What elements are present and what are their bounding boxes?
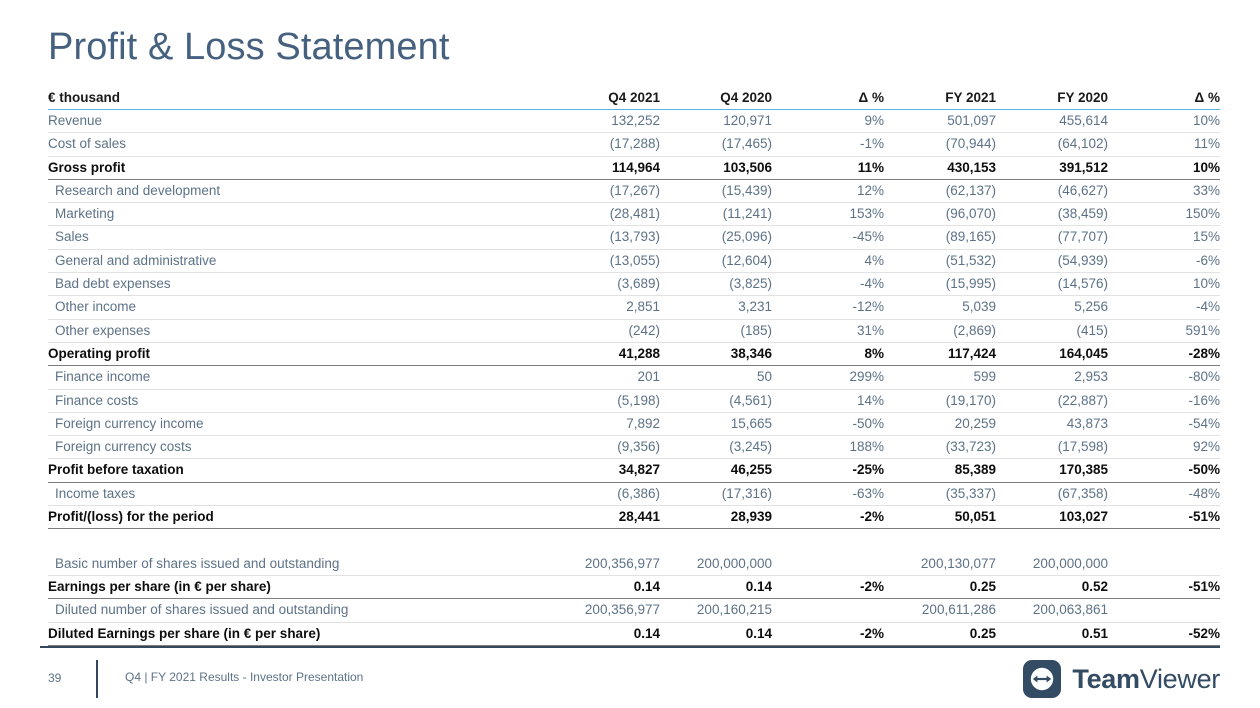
table-row [48, 179, 1220, 202]
table-row [48, 342, 1220, 365]
row-value: 200,356,977 [548, 553, 660, 576]
row-value: (70,944) [884, 133, 996, 156]
row-label: Marketing [48, 203, 548, 226]
row-value: 455,614 [996, 110, 1108, 133]
row-value: 103,506 [660, 156, 772, 179]
footer-caption: Q4 | FY 2021 Results - Investor Presentation [125, 670, 364, 684]
row-value: 46,255 [660, 459, 772, 482]
footer [40, 652, 1220, 708]
row-value: 15,665 [660, 412, 772, 435]
row-label: Other expenses [48, 319, 548, 342]
row-value: 117,424 [884, 342, 996, 365]
row-label [48, 529, 548, 553]
row-value: (15,995) [884, 273, 996, 296]
row-value: (3,825) [660, 273, 772, 296]
row-value: 200,130,077 [884, 553, 996, 576]
row-label: Finance income [48, 366, 548, 389]
row-value: -4% [772, 273, 884, 296]
row-value: 200,356,977 [548, 599, 660, 622]
row-value: (5,198) [548, 389, 660, 412]
row-value: -50% [1108, 459, 1220, 482]
footer-vertical-divider [96, 660, 98, 698]
row-value: 0.14 [660, 576, 772, 599]
row-label: Diluted number of shares issued and outstanding [48, 599, 548, 622]
row-label: Income taxes [48, 482, 548, 505]
row-value: 10% [1108, 156, 1220, 179]
row-value [1108, 599, 1220, 622]
row-value: 12% [772, 179, 884, 202]
row-value: 0.25 [884, 622, 996, 645]
row-value: -63% [772, 482, 884, 505]
page-number: 39 [48, 671, 62, 685]
row-value: 43,873 [996, 412, 1108, 435]
table-row [48, 296, 1220, 319]
table-body [48, 110, 1220, 646]
row-value: (54,939) [996, 249, 1108, 272]
row-value: (22,887) [996, 389, 1108, 412]
row-label: Profit/(loss) for the period [48, 506, 548, 529]
row-value: 3,231 [660, 296, 772, 319]
column-header-delta-fy: Δ % [1108, 86, 1220, 110]
table-row [48, 576, 1220, 599]
row-value: 200,000,000 [660, 553, 772, 576]
row-value: 92% [1108, 436, 1220, 459]
row-value: 430,153 [884, 156, 996, 179]
row-value: 591% [1108, 319, 1220, 342]
row-value: (64,102) [996, 133, 1108, 156]
column-header-q4-2021: Q4 2021 [548, 86, 660, 110]
row-value: (3,689) [548, 273, 660, 296]
row-value: -51% [1108, 576, 1220, 599]
row-value: (3,245) [660, 436, 772, 459]
row-label: Bad debt expenses [48, 273, 548, 296]
table-row [48, 273, 1220, 296]
row-value: 0.52 [996, 576, 1108, 599]
row-value: (28,481) [548, 203, 660, 226]
row-value: 14% [772, 389, 884, 412]
row-value: 0.14 [548, 576, 660, 599]
row-value: (17,288) [548, 133, 660, 156]
row-value: -54% [1108, 412, 1220, 435]
table-row [48, 226, 1220, 249]
row-label: Sales [48, 226, 548, 249]
row-value [1108, 553, 1220, 576]
row-label: Research and development [48, 179, 548, 202]
row-value: 5,039 [884, 296, 996, 319]
table-header [48, 86, 1220, 110]
row-value: 34,827 [548, 459, 660, 482]
row-value: 8% [772, 342, 884, 365]
row-value: 38,346 [660, 342, 772, 365]
row-value: (89,165) [884, 226, 996, 249]
row-value: 164,045 [996, 342, 1108, 365]
logo-text-viewer: Viewer [1139, 663, 1220, 694]
row-value: 299% [772, 366, 884, 389]
row-value: 31% [772, 319, 884, 342]
table-row [48, 389, 1220, 412]
row-value: 200,160,215 [660, 599, 772, 622]
row-value: 20,259 [884, 412, 996, 435]
row-value: 5,256 [996, 296, 1108, 319]
row-value: 120,971 [660, 110, 772, 133]
row-value [772, 599, 884, 622]
row-label: Foreign currency income [48, 412, 548, 435]
row-value: -28% [1108, 342, 1220, 365]
row-value: (17,598) [996, 436, 1108, 459]
row-value: (15,439) [660, 179, 772, 202]
row-value: (38,459) [996, 203, 1108, 226]
row-value: (62,137) [884, 179, 996, 202]
row-value: -6% [1108, 249, 1220, 272]
row-label: Other income [48, 296, 548, 319]
row-value: -50% [772, 412, 884, 435]
row-value: 15% [1108, 226, 1220, 249]
row-value [660, 529, 772, 553]
row-value: -48% [1108, 482, 1220, 505]
logo-text-team: Team [1072, 663, 1140, 694]
row-value: (96,070) [884, 203, 996, 226]
row-value: (67,358) [996, 482, 1108, 505]
table-row [48, 366, 1220, 389]
row-label: Profit before taxation [48, 459, 548, 482]
row-value: 0.51 [996, 622, 1108, 645]
row-label: General and administrative [48, 249, 548, 272]
row-value: (46,627) [996, 179, 1108, 202]
row-value: 41,288 [548, 342, 660, 365]
column-header-delta-q4: Δ % [772, 86, 884, 110]
teamviewer-logo-icon [1023, 660, 1061, 698]
row-value: (51,532) [884, 249, 996, 272]
teamviewer-wordmark [1072, 664, 1220, 695]
table-row [48, 412, 1220, 435]
row-value: (9,356) [548, 436, 660, 459]
row-value: 11% [772, 156, 884, 179]
row-value: (4,561) [660, 389, 772, 412]
row-value [772, 553, 884, 576]
row-value: 50 [660, 366, 772, 389]
row-value: (13,793) [548, 226, 660, 249]
row-value [772, 529, 884, 553]
row-value: -2% [772, 506, 884, 529]
row-value: 0.14 [660, 622, 772, 645]
table-row [48, 203, 1220, 226]
row-value: 170,385 [996, 459, 1108, 482]
table-header-row [48, 86, 1220, 110]
table-row [48, 319, 1220, 342]
row-value: -2% [772, 576, 884, 599]
table-row [48, 459, 1220, 482]
row-value: 200,063,861 [996, 599, 1108, 622]
row-value: (12,604) [660, 249, 772, 272]
row-value: (242) [548, 319, 660, 342]
row-label: Foreign currency costs [48, 436, 548, 459]
row-value: (415) [996, 319, 1108, 342]
row-value: 200,000,000 [996, 553, 1108, 576]
row-value: 599 [884, 366, 996, 389]
row-value [548, 529, 660, 553]
footer-divider-rule [40, 646, 1220, 648]
row-value: 2,953 [996, 366, 1108, 389]
table-row [48, 436, 1220, 459]
row-value: (77,707) [996, 226, 1108, 249]
table-row [48, 506, 1220, 529]
row-value: -16% [1108, 389, 1220, 412]
row-value: -25% [772, 459, 884, 482]
row-value: 28,939 [660, 506, 772, 529]
row-value: -45% [772, 226, 884, 249]
row-value: 7,892 [548, 412, 660, 435]
row-value: 33% [1108, 179, 1220, 202]
row-value: 10% [1108, 110, 1220, 133]
row-value: 150% [1108, 203, 1220, 226]
row-value: (11,241) [660, 203, 772, 226]
row-value: (35,337) [884, 482, 996, 505]
row-value: (25,096) [660, 226, 772, 249]
teamviewer-logo [1023, 657, 1220, 701]
row-value: 0.14 [548, 622, 660, 645]
table-row [48, 156, 1220, 179]
row-value: 201 [548, 366, 660, 389]
row-value: 0.25 [884, 576, 996, 599]
row-value: 114,964 [548, 156, 660, 179]
table-row [48, 249, 1220, 272]
row-value: -80% [1108, 366, 1220, 389]
row-value: (17,316) [660, 482, 772, 505]
row-value: (14,576) [996, 273, 1108, 296]
row-value: -12% [772, 296, 884, 319]
column-header-fy-2020: FY 2020 [996, 86, 1108, 110]
row-value: (6,386) [548, 482, 660, 505]
row-value: 28,441 [548, 506, 660, 529]
table-row [48, 553, 1220, 576]
row-value: -51% [1108, 506, 1220, 529]
row-value: -4% [1108, 296, 1220, 319]
row-value [884, 529, 996, 553]
row-value: 9% [772, 110, 884, 133]
row-value: (19,170) [884, 389, 996, 412]
row-value: 2,851 [548, 296, 660, 319]
table-row [48, 110, 1220, 133]
row-label: Basic number of shares issued and outstanding [48, 553, 548, 576]
row-value: (17,465) [660, 133, 772, 156]
row-label: Cost of sales [48, 133, 548, 156]
table-row [48, 482, 1220, 505]
row-value: (13,055) [548, 249, 660, 272]
table-row [48, 599, 1220, 622]
row-label: Earnings per share (in € per share) [48, 576, 548, 599]
row-value: 103,027 [996, 506, 1108, 529]
row-label: Gross profit [48, 156, 548, 179]
row-value: 85,389 [884, 459, 996, 482]
row-value: 50,051 [884, 506, 996, 529]
column-header-q4-2020: Q4 2020 [660, 86, 772, 110]
row-value: 153% [772, 203, 884, 226]
row-value [996, 529, 1108, 553]
row-value: -1% [772, 133, 884, 156]
row-value: 391,512 [996, 156, 1108, 179]
row-value [1108, 529, 1220, 553]
column-header-fy-2021: FY 2021 [884, 86, 996, 110]
row-value: 4% [772, 249, 884, 272]
table-spacer-row [48, 529, 1220, 553]
row-value: (185) [660, 319, 772, 342]
row-value: 188% [772, 436, 884, 459]
profit-loss-table-container [48, 86, 1220, 646]
row-value: 11% [1108, 133, 1220, 156]
row-value: 132,252 [548, 110, 660, 133]
row-label: Finance costs [48, 389, 548, 412]
row-value: (17,267) [548, 179, 660, 202]
table-row [48, 622, 1220, 645]
row-label: Diluted Earnings per share (in € per share) [48, 622, 548, 645]
profit-loss-table [48, 86, 1220, 646]
row-value: (33,723) [884, 436, 996, 459]
row-label: Operating profit [48, 342, 548, 365]
row-value: 10% [1108, 273, 1220, 296]
row-value: 501,097 [884, 110, 996, 133]
column-header-unit: € thousand [48, 86, 548, 110]
table-row [48, 133, 1220, 156]
page-title: Profit & Loss Statement [48, 26, 450, 68]
row-label: Revenue [48, 110, 548, 133]
row-value: -2% [772, 622, 884, 645]
row-value: 200,611,286 [884, 599, 996, 622]
row-value: -52% [1108, 622, 1220, 645]
row-value: (2,869) [884, 319, 996, 342]
